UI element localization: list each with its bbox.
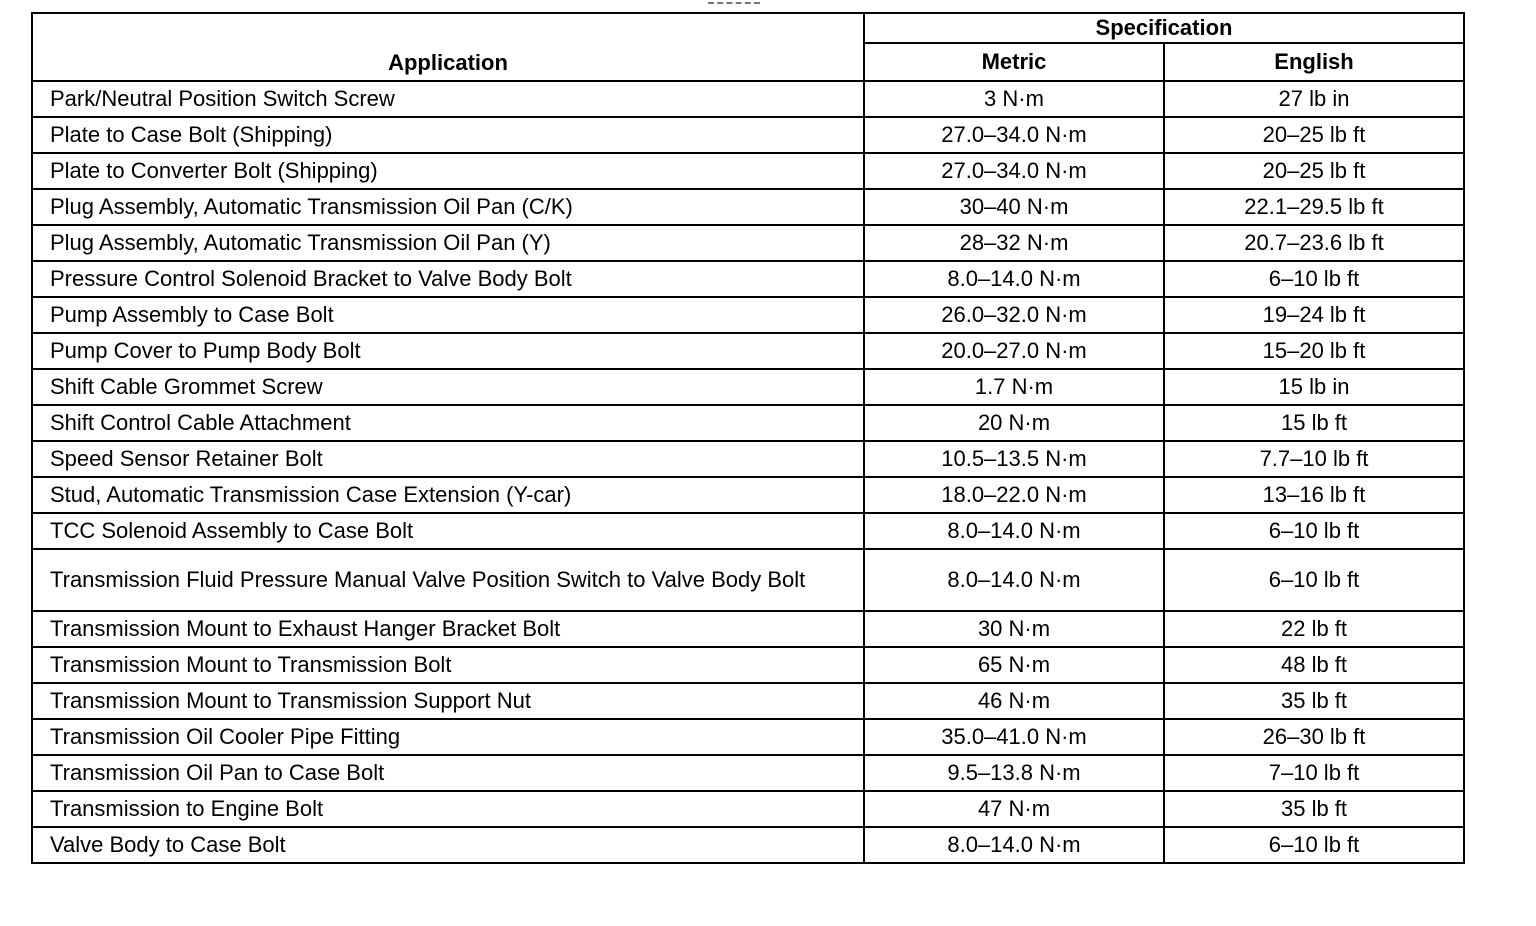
table-header xyxy=(32,13,1464,81)
table-row xyxy=(32,153,1464,189)
table-row xyxy=(32,333,1464,369)
cell-english: 15–20 lb ft xyxy=(1164,333,1464,369)
cell-english: 13–16 lb ft xyxy=(1164,477,1464,513)
cell-application: TCC Solenoid Assembly to Case Bolt xyxy=(32,513,864,549)
table-row xyxy=(32,81,1464,117)
cell-english: 35 lb ft xyxy=(1164,791,1464,827)
cell-application: Transmission Oil Cooler Pipe Fitting xyxy=(32,719,864,755)
cell-application: Pump Cover to Pump Body Bolt xyxy=(32,333,864,369)
cell-application: Transmission to Engine Bolt xyxy=(32,791,864,827)
cell-application: Shift Control Cable Attachment xyxy=(32,405,864,441)
cell-metric: 8.0–14.0 N·m xyxy=(864,549,1164,611)
cell-application: Transmission Mount to Exhaust Hanger Bracket Bolt xyxy=(32,611,864,647)
header-specification: Specification xyxy=(864,13,1464,43)
fastener-specification-sheet xyxy=(31,12,1463,864)
table-row xyxy=(32,405,1464,441)
cell-application: Park/Neutral Position Switch Screw xyxy=(32,81,864,117)
header-application: Application xyxy=(32,13,864,81)
cell-application: Transmission Fluid Pressure Manual Valve Position Switch to Valve Body Bolt xyxy=(32,549,864,611)
table-row xyxy=(32,117,1464,153)
cell-english: 7–10 lb ft xyxy=(1164,755,1464,791)
cell-metric: 65 N·m xyxy=(864,647,1164,683)
cell-metric: 20.0–27.0 N·m xyxy=(864,333,1164,369)
cell-english: 27 lb in xyxy=(1164,81,1464,117)
table-row xyxy=(32,755,1464,791)
header-english: English xyxy=(1164,43,1464,81)
cell-metric: 46 N·m xyxy=(864,683,1164,719)
cell-application: Pump Assembly to Case Bolt xyxy=(32,297,864,333)
table-body xyxy=(32,81,1464,863)
cell-metric: 9.5–13.8 N·m xyxy=(864,755,1164,791)
cell-application: Plate to Case Bolt (Shipping) xyxy=(32,117,864,153)
cell-application: Speed Sensor Retainer Bolt xyxy=(32,441,864,477)
cell-english: 35 lb ft xyxy=(1164,683,1464,719)
cell-english: 6–10 lb ft xyxy=(1164,549,1464,611)
table-row xyxy=(32,827,1464,863)
cell-application: Shift Cable Grommet Screw xyxy=(32,369,864,405)
cell-metric: 30 N·m xyxy=(864,611,1164,647)
cell-metric: 35.0–41.0 N·m xyxy=(864,719,1164,755)
cell-application: Transmission Mount to Transmission Support Nut xyxy=(32,683,864,719)
cell-english: 6–10 lb ft xyxy=(1164,261,1464,297)
table-row xyxy=(32,549,1464,611)
cell-english: 22.1–29.5 lb ft xyxy=(1164,189,1464,225)
cell-metric: 27.0–34.0 N·m xyxy=(864,117,1164,153)
table-row xyxy=(32,441,1464,477)
cell-application: Plug Assembly, Automatic Transmission Oil Pan (Y) xyxy=(32,225,864,261)
table-row xyxy=(32,369,1464,405)
cell-metric: 28–32 N·m xyxy=(864,225,1164,261)
cell-metric: 8.0–14.0 N·m xyxy=(864,261,1164,297)
cell-metric: 47 N·m xyxy=(864,791,1164,827)
cell-application: Plug Assembly, Automatic Transmission Oil Pan (C/K) xyxy=(32,189,864,225)
cell-metric: 8.0–14.0 N·m xyxy=(864,513,1164,549)
cell-english: 6–10 lb ft xyxy=(1164,513,1464,549)
table-row xyxy=(32,719,1464,755)
cell-metric: 10.5–13.5 N·m xyxy=(864,441,1164,477)
cell-english: 48 lb ft xyxy=(1164,647,1464,683)
cell-metric: 18.0–22.0 N·m xyxy=(864,477,1164,513)
table-row xyxy=(32,297,1464,333)
cell-metric: 30–40 N·m xyxy=(864,189,1164,225)
cell-english: 26–30 lb ft xyxy=(1164,719,1464,755)
cell-application: Plate to Converter Bolt (Shipping) xyxy=(32,153,864,189)
cell-metric: 27.0–34.0 N·m xyxy=(864,153,1164,189)
cell-metric: 20 N·m xyxy=(864,405,1164,441)
cell-english: 7.7–10 lb ft xyxy=(1164,441,1464,477)
cell-english: 20.7–23.6 lb ft xyxy=(1164,225,1464,261)
cell-application: Stud, Automatic Transmission Case Extension (Y-car) xyxy=(32,477,864,513)
header-metric: Metric xyxy=(864,43,1164,81)
cell-application: Transmission Oil Pan to Case Bolt xyxy=(32,755,864,791)
table-row xyxy=(32,791,1464,827)
scan-mark xyxy=(708,2,760,6)
cell-english: 15 lb ft xyxy=(1164,405,1464,441)
cell-application: Transmission Mount to Transmission Bolt xyxy=(32,647,864,683)
table-row xyxy=(32,189,1464,225)
cell-metric: 8.0–14.0 N·m xyxy=(864,827,1164,863)
cell-english: 15 lb in xyxy=(1164,369,1464,405)
table-row xyxy=(32,611,1464,647)
cell-english: 20–25 lb ft xyxy=(1164,153,1464,189)
table-row xyxy=(32,683,1464,719)
table-row xyxy=(32,261,1464,297)
table-row xyxy=(32,513,1464,549)
table-row xyxy=(32,647,1464,683)
table-row xyxy=(32,477,1464,513)
cell-english: 20–25 lb ft xyxy=(1164,117,1464,153)
cell-english: 6–10 lb ft xyxy=(1164,827,1464,863)
cell-metric: 3 N·m xyxy=(864,81,1164,117)
cell-metric: 26.0–32.0 N·m xyxy=(864,297,1164,333)
cell-application: Valve Body to Case Bolt xyxy=(32,827,864,863)
torque-specification-table xyxy=(31,12,1465,864)
table-row xyxy=(32,225,1464,261)
cell-english: 22 lb ft xyxy=(1164,611,1464,647)
cell-metric: 1.7 N·m xyxy=(864,369,1164,405)
cell-english: 19–24 lb ft xyxy=(1164,297,1464,333)
cell-application: Pressure Control Solenoid Bracket to Valve Body Bolt xyxy=(32,261,864,297)
